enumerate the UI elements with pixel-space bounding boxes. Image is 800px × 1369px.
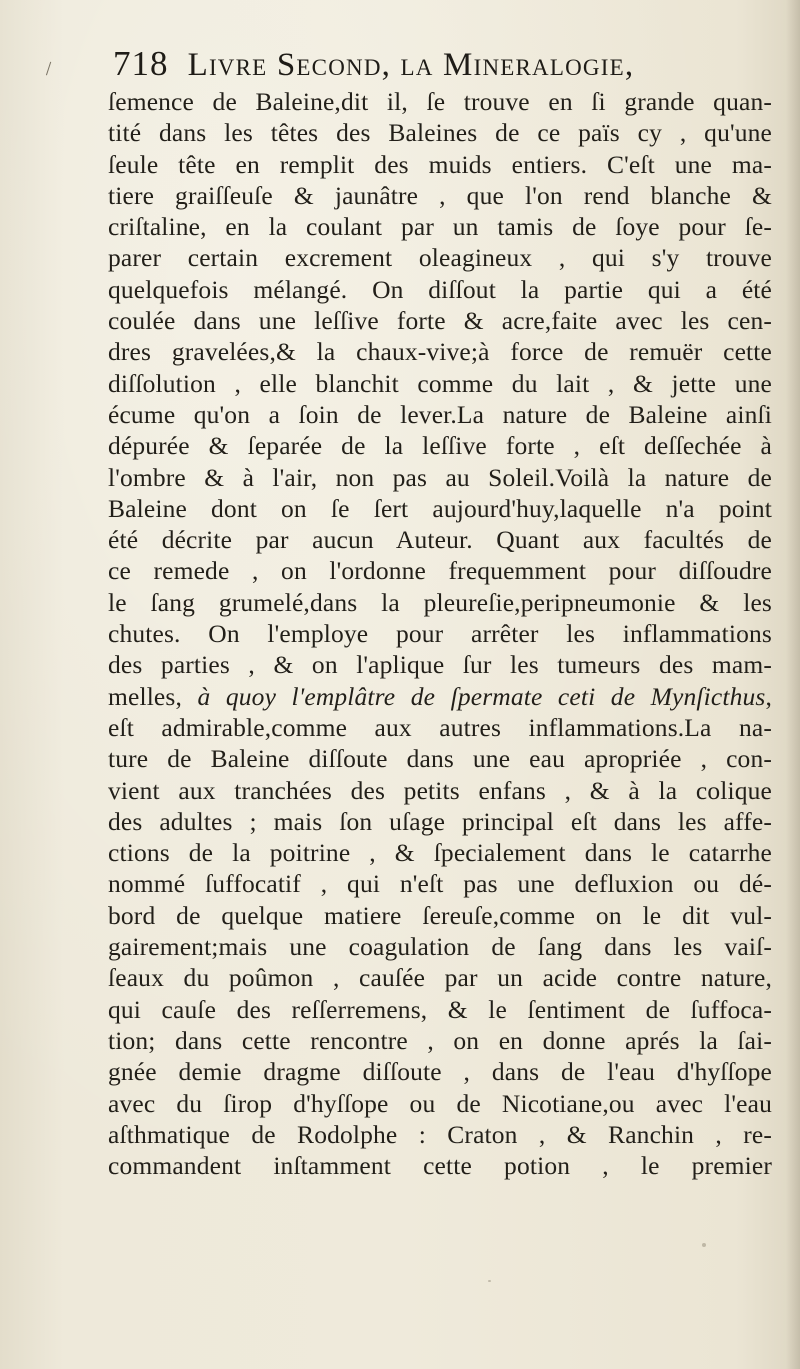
text-line (108, 681, 772, 712)
text-line: criſtaline, en la coulant par un tamis de ſoye pour ſe- (108, 212, 772, 242)
text-line: chutes. On l'employe pour arrêter les inflammations (108, 619, 772, 649)
text-line: dépurée & ſeparée de la leſſive forte , eſt deſſechée à (108, 431, 772, 461)
text-line: commandent inſtamment cette potion , le premier (108, 1151, 772, 1181)
text-line: aſthmatique de Rodolphe : Craton , & Ranchin , re- (108, 1119, 772, 1149)
page-number: 718 (113, 44, 169, 83)
text-line: ſeaux du poûmon , cauſée par un acide contre nature, (108, 963, 772, 993)
text-line: des parties , & on l'aplique ſur les tumeurs des mam- (108, 650, 772, 680)
text-line-italic: à quoy l'emplâtre de ſpermate ceti de Mynſicthus (197, 681, 766, 711)
text-line: ctions de la poitrine , & ſpecialement dans le catarrhe (108, 838, 772, 868)
text-line: qui cauſe des reſſerremens, & le ſentiment de ſuffoca- (108, 994, 772, 1024)
text-line: avec du ſirop d'hyſſope ou de Nicotiane,ou avec l'eau (108, 1088, 772, 1118)
text-line: des adultes ; mais ſon uſage principal eſt dans les affe- (108, 806, 772, 836)
text-line: eſt admirable,comme aux autres inflammations.La na- (108, 712, 772, 742)
text-line: diſſolution , elle blanchit comme du lait , & jette une (108, 368, 772, 398)
paper-speck (702, 1243, 706, 1247)
text-line: dres gravelées,& la chaux-vive;à force de remuër cette (108, 337, 772, 367)
text-line: été décrite par aucun Auteur. Quant aux facultés de (108, 525, 772, 555)
text-line: bord de quelque matiere ſereuſe,comme on le dit vul- (108, 900, 772, 930)
text-line: ce remede , on l'ordonne frequemment pour diſſoudre (108, 556, 772, 586)
text-line: le ſang grumelé,dans la pleureſie,peripneumonie & les (108, 587, 772, 617)
text-line-roman: melles, (108, 681, 198, 711)
running-title: Livre Second, la Mineralogie, (187, 47, 635, 83)
paper-speck (742, 632, 744, 634)
text-line: quelquefois mélangé. On diſſout la partie qui a été (108, 274, 772, 304)
text-line: gnée demie dragme diſſoute , dans de l'eau d'hyſſope (108, 1057, 772, 1087)
text-line: tité dans les têtes des Baleines de ce païs cy , qu'une (108, 118, 772, 148)
text-line: tion; dans cette rencontre , on en donne aprés la ſai- (108, 1025, 772, 1055)
page-edge-shadow (786, 0, 800, 1369)
text-line: tiere graiſſeuſe & jaunâtre , que l'on rend blanche & (108, 180, 772, 210)
margin-mark (46, 62, 54, 77)
running-head (113, 44, 713, 92)
text-line: l'ombre & à l'air, non pas au Soleil.Voilà la nature de (108, 462, 772, 492)
text-line: gairement;mais une coagulation de ſang dans les vaiſ- (108, 932, 772, 962)
text-line-roman: , (765, 681, 772, 711)
text-line: écume qu'on a ſoin de lever.La nature de Baleine ainſi (108, 399, 772, 429)
paper-speck (488, 1280, 491, 1282)
text-line: ſemence de Baleine,dit il, ſe trouve en ſi grande quan- (108, 87, 772, 116)
text-line: vient aux tranchées des petits enfans , & à la colique (108, 775, 772, 805)
text-line: Baleine dont on ſe ſert aujourd'huy,laquelle n'a point (108, 493, 772, 523)
text-line: coulée dans une leſſive forte & acre,faite avec les cen- (108, 306, 772, 336)
body-text (108, 86, 772, 1181)
text-line: ture de Baleine diſſoute dans une eau apropriée , con- (108, 744, 772, 774)
text-line: ſeule tête en remplit des muids entiers. C'eſt une ma- (108, 149, 772, 179)
text-line: parer certain excrement oleagineux , qui s'y trouve (108, 243, 772, 273)
text-line: nommé ſuffocatif , qui n'eſt pas une defluxion ou dé- (108, 869, 772, 899)
